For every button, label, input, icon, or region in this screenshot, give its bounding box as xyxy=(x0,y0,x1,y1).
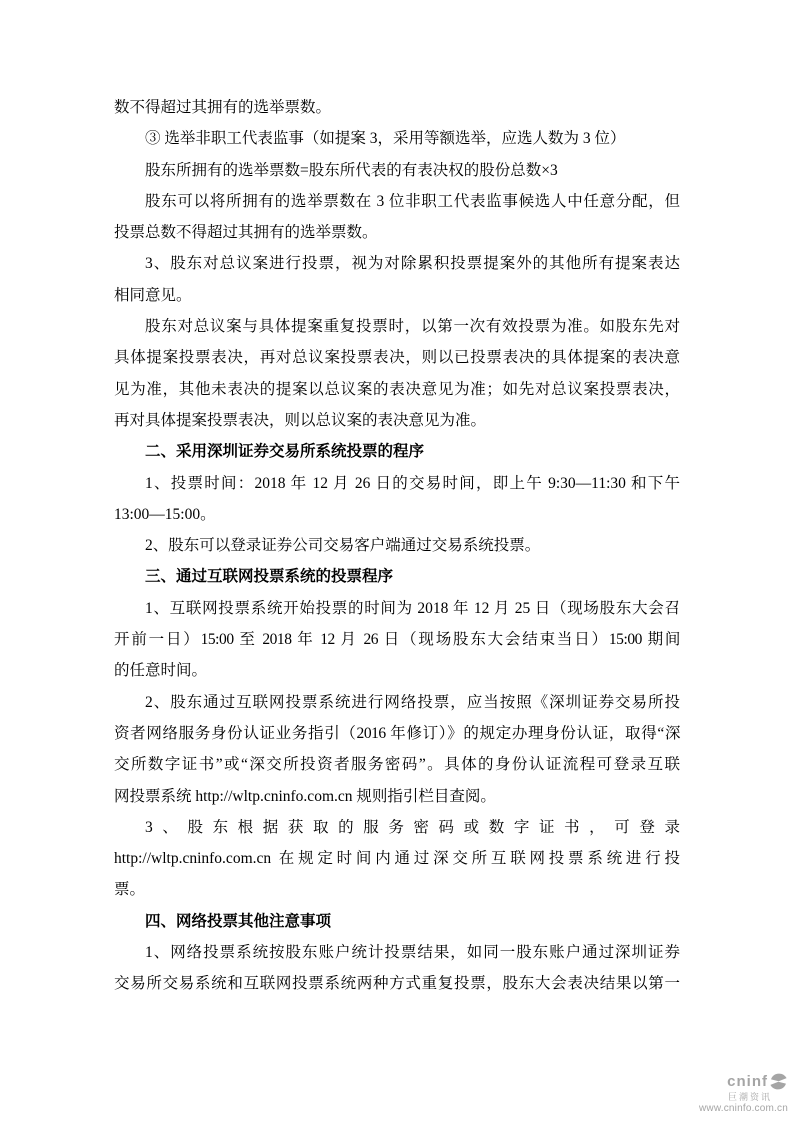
section-heading-4: 四、网络投票其他注意事项 xyxy=(145,912,332,930)
doc-line-4: 股东可以将所拥有的选举票数在 3 位非职工代表监事候选人中任意分配，但 xyxy=(145,192,680,210)
doc-line-28: 1、网络投票系统按股东账户统计投票结果，如同一股东账户通过深圳证券 xyxy=(145,944,680,962)
document-body xyxy=(114,92,680,1000)
doc-line-19: 的任意时间。 xyxy=(114,662,208,680)
cninfo-logo-text: cninf xyxy=(727,1073,768,1090)
doc-line-29: 交易所交易系统和互联网投票系统两种方式重复投票，股东大会表决结果以第一 xyxy=(114,975,680,993)
url-line-1: 网投票系统 http://wltp.cninfo.com.cn 规则指引栏目查阅。 xyxy=(114,787,496,805)
doc-line-10: 见为准，其他未表决的提案以总议案的表决意见为准；如先对总议案投票表决， xyxy=(114,380,680,398)
cninfo-swirl-icon xyxy=(769,1072,788,1091)
doc-line-5: 投票总数不得超过其拥有的选举票数。 xyxy=(114,224,378,242)
section-heading-3: 三、通过互联网投票系统的投票程序 xyxy=(145,568,394,586)
doc-line-13: 1、投票时间：2018 年 12 月 26 日的交易时间，即上午 9:30—11:30 和下午 xyxy=(145,474,680,492)
cninfo-url: www.cninfo.com.cn xyxy=(699,1103,788,1114)
doc-line-14: 13:00—15:00。 xyxy=(114,505,216,523)
formula-line: 股东所拥有的选举票数=股东所代表的有表决权的股份总数×3 xyxy=(145,161,558,179)
doc-line-11: 再对具体提案投票表决，则以总议案的表决意见为准。 xyxy=(114,411,487,429)
cninfo-logo-row xyxy=(699,1072,788,1091)
doc-line-22: 交所数字证书”或“深交所投资者服务密码”。具体的身份认证流程可登录互联 xyxy=(114,756,680,774)
doc-line-24: 3、股东根据获取的服务密码或数字证书，可登录 xyxy=(145,818,680,836)
url-line-2: http://wltp.cninfo.com.cn 在规定时间内通过深交所互联网投票系统进行投 xyxy=(114,850,680,868)
section-heading-2: 二、采用深圳证券交易所系统投票的程序 xyxy=(145,443,425,461)
doc-line-8: 股东对总议案与具体提案重复投票时，以第一次有效投票为准。如股东先对 xyxy=(145,318,680,336)
circled-item-line: ③ 选举非职工代表监事（如提案 3，采用等额选举，应选人数为 3 位） xyxy=(145,130,626,148)
doc-line-17: 1、互联网投票系统开始投票的时间为 2018 年 12 月 25 日（现场股东大会召 xyxy=(145,599,680,617)
doc-line-18: 开前一日）15:00 至 2018 年 12 月 26 日（现场股东大会结束当日）15:00 期间 xyxy=(114,631,680,649)
doc-line-20: 2、股东通过互联网投票系统进行网络投票，应当按照《深圳证券交易所投 xyxy=(145,693,680,711)
doc-line-6: 3、股东对总议案进行投票，视为对除累积投票提案外的其他所有提案表达 xyxy=(145,255,680,273)
doc-line-1: 数不得超过其拥有的选举票数。 xyxy=(114,99,332,116)
doc-line-21: 资者网络服务身份认证业务指引（2016 年修订）》的规定办理身份认证，取得“深 xyxy=(114,724,680,742)
doc-line-26: 票。 xyxy=(114,881,146,899)
doc-line-7: 相同意见。 xyxy=(114,286,192,304)
doc-line-9: 具体提案投票表决，再对总议案投票表决，则以已投票表决的具体提案的表决意 xyxy=(114,349,680,367)
cninfo-chinese-name: 巨潮资讯 xyxy=(727,1092,772,1102)
cninfo-watermark xyxy=(699,1072,788,1114)
doc-line-15: 2、股东可以登录证券公司交易客户端通过交易系统投票。 xyxy=(145,537,541,555)
